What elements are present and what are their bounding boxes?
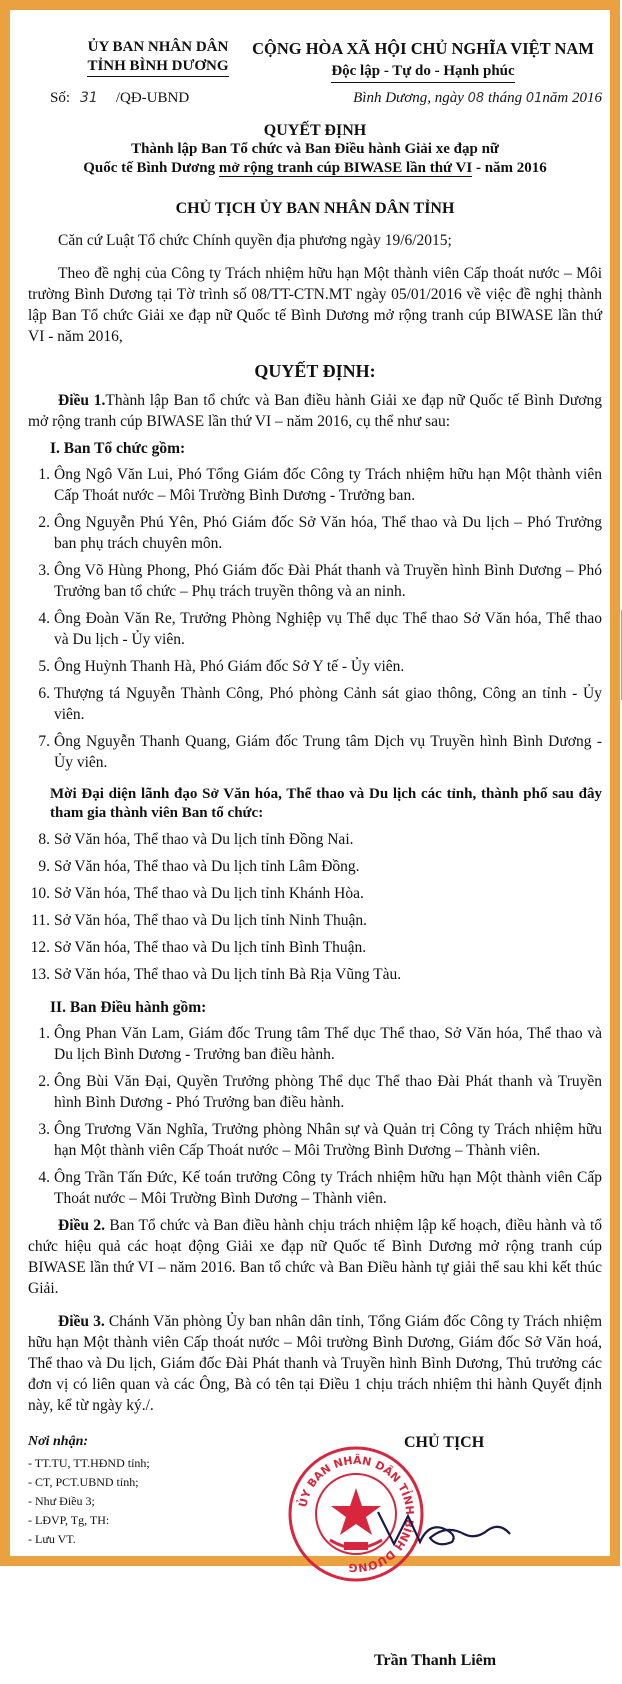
agency-line-1: ỦY BAN NHÂN DÂN — [87, 39, 229, 55]
article-3 — [28, 1311, 602, 1416]
subject-line-1: Thành lập Ban Tổ chức và Ban Điều hành Giải xe đạp nữ — [131, 141, 499, 157]
issuing-agency — [58, 38, 258, 77]
decision-document — [28, 32, 602, 1684]
list-item: 1. Ông Ngô Văn Lui, Phó Tổng Giám đốc Công ty Trách nhiệm hữu hạn Một thành viên Cấp Thoát nước – Môi Trường Bình Dương - Trưởng ban. — [38, 466, 602, 504]
seal-text: ỦY BAN NHÂN DÂN TỈNH BÌNH DƯƠNG — [296, 1453, 417, 1575]
authority: CHỦ TỊCH ỦY BAN NHÂN DÂN TỈNH — [175, 200, 455, 217]
doc-type: QUYẾT ĐỊNH — [263, 122, 367, 139]
section-1-list — [28, 464, 602, 773]
list-item: 11. Sở Văn hóa, Thể thao và Du lịch tỉnh Ninh Thuận. — [31, 912, 367, 929]
invite-text: Mời Đại diện lãnh đạo Sở Văn hóa, Thể thao và Du lịch các tỉnh, thành phố sau đây tham gia thành viên Ban tổ chức: — [50, 786, 602, 821]
preamble-proposal: Theo đề nghị của Công ty Trách nhiệm hữu hạn Một thành viên Cấp thoát nước – Môi trường Bình Dương tại Tờ trình số 08/TT-CTN.MT ngày 05/01/2016 về việc đề nghị thành lập Ban Tổ chức Giải xe đạp nữ Quốc tế Bình Dương mở rộng tranh cúp BIWASE lần thứ VI - năm 2016, — [28, 265, 602, 345]
date-year: năm 2016 — [542, 90, 602, 106]
date-month: 01 — [525, 91, 543, 106]
section-2-title: II. Ban Điều hành gồm: — [50, 999, 207, 1016]
date-prefix: Bình Dương, ngày — [353, 90, 464, 106]
list-item: 3. Ông Võ Hùng Phong, Phó Giám đốc Đài Phát thanh và Truyền hình Bình Dương – Phó Trưởng ban tổ chức – Phụ trách truyền thông và an ninh. — [38, 562, 602, 600]
motto: Độc lập - Tự do - Hạnh phúc — [331, 61, 514, 83]
recipient-item: - CT, PCT.UBND tỉnh; — [28, 1475, 139, 1489]
subject-line-2b: mở rộng tranh cúp BIWASE lần thứ VI — [218, 160, 473, 176]
list-item: 10. Sở Văn hóa, Thể thao và Du lịch tỉnh Khánh Hòa. — [30, 885, 364, 902]
signature-block — [28, 1434, 602, 1684]
list-item: 9. Sở Văn hóa, Thể thao và Du lịch tỉnh Lâm Đồng. — [38, 858, 360, 875]
list-item: 5. Ông Huỳnh Thanh Hà, Phó Giám đốc Sở Y tế - Ủy viên. — [38, 658, 405, 675]
article-2-text: Ban Tổ chức và Ban điều hành chịu trách nhiệm lập kế hoạch, điều hành và tổ chức hiệu quả các hoạt động Giải xe đạp nữ Quốc tế Bình Dương mở rộng tranh cúp BIWASE lần thứ VI – năm 2016. Ban tổ chức và Ban Điều hành tự giải thể sau khi kết thúc Giải. — [28, 1217, 603, 1297]
list-item: 13. Sở Văn hóa, Thể thao và Du lịch tỉnh Bà Rịa Vũng Tàu. — [30, 966, 402, 983]
national-title — [243, 38, 603, 83]
article-3-text: Chánh Văn phòng Ủy ban nhân dân tỉnh, Tổng Giám đốc Công ty Trách nhiệm hữu hạn Một thành viên Cấp thoát nước – Môi trường Bình Dương, Giám đốc Sở Văn hoá, Thể thao và Du lịch, Giám đốc Đài Phát thanh và Truyền hình Bình Dương, Thủ trưởng các đơn vị có liên quan và các Ông, Bà có tên tại Điều 1 chịu trách nhiệm thi hành Quyết định này, kể từ ngày ký./. — [28, 1313, 603, 1414]
invite-list — [28, 829, 602, 985]
list-item: 4. Ông Đoàn Văn Re, Trưởng Phòng Nghiệp vụ Thể dục Thể thao Sở Văn hóa, Thể thao và Du lịch - Ủy viên. — [38, 610, 602, 648]
subject-line-2a: Quốc tế Bình Dương — [83, 160, 216, 176]
article-3-label: Điều 3. — [58, 1313, 105, 1330]
list-item: 12. Sở Văn hóa, Thể thao và Du lịch tỉnh Bình Thuận. — [30, 939, 367, 956]
list-item: 2. Ông Bùi Văn Đại, Quyền Trưởng phòng Thể dục Thể thao Đài Phát thanh và Truyền hình Bình Dương - Phó Trưởng ban điều hành. — [38, 1073, 602, 1111]
document-header — [28, 32, 602, 112]
article-2-label: Điều 2. — [58, 1217, 106, 1234]
agency-line-2: TỈNH BÌNH DƯƠNG — [87, 57, 228, 77]
country-line: CỘNG HÒA XÃ HỘI CHỦ NGHĨA VIỆT NAM — [252, 39, 594, 58]
signer-name: Trần Thanh Liêm — [374, 1652, 497, 1669]
recipients-list — [28, 1454, 150, 1549]
recipient-item: - TT.TU, TT.HĐND tỉnh; — [28, 1456, 150, 1470]
subject-line-2c: - năm 2016 — [472, 160, 547, 176]
recipient-item: - Lưu VT. — [28, 1532, 76, 1546]
article-1-label: Điều 1. — [58, 392, 106, 409]
list-item: 2. Ông Nguyễn Phú Yên, Phó Giám đốc Sở Văn hóa, Thể thao và Du lịch – Phó Trưởng ban phụ trách chuyên môn. — [38, 514, 602, 552]
so-label: Số: — [50, 90, 71, 106]
signature-icon — [368, 1494, 518, 1554]
issue-date — [353, 90, 602, 107]
recipients-title: Nơi nhận: — [28, 1434, 89, 1449]
recipient-item: - Như Điều 3; — [28, 1494, 95, 1508]
list-item: 1. Ông Phan Văn Lam, Giám đốc Trung tâm Thể dục Thể thao, Sở Văn hóa, Thể thao và Du lịch Bình Dương - Trưởng ban điều hành. — [38, 1025, 602, 1063]
article-1 — [28, 390, 602, 432]
date-month-label: tháng — [487, 90, 523, 106]
list-item: 4. Ông Trần Tấn Đức, Kế toán trưởng Công ty Trách nhiệm hữu hạn Một thành viên Cấp Thoát nước – Môi Trường Bình Dương – Thành viên. — [38, 1169, 602, 1207]
preamble-basis: Căn cứ Luật Tổ chức Chính quyền địa phương ngày 19/6/2015; — [58, 232, 452, 249]
so-suffix: /QĐ-UBND — [115, 90, 190, 106]
section-2-list — [28, 1023, 602, 1209]
list-item: 3. Ông Trương Văn Nghĩa, Trưởng phòng Nhân sự và Quản trị Công ty Trách nhiệm hữu hạn Một thành viên Cấp Thoát nước – Môi Trường Bình Dương – Thành viên. — [38, 1121, 602, 1159]
chair-title: CHỦ TỊCH — [404, 1434, 485, 1451]
so-number: 31 — [80, 90, 98, 106]
list-item: 6. Thượng tá Nguyễn Thành Công, Phó phòng Cảnh sát giao thông, Công an tỉnh - Ủy viên. — [38, 685, 602, 723]
article-2 — [28, 1215, 602, 1299]
list-item: 7. Ông Nguyễn Thanh Quang, Giám đốc Trung tâm Dịch vụ Truyền hình Bình Dương - Ủy viên. — [38, 733, 602, 771]
article-1-text: Thành lập Ban tổ chức và Ban điều hành Giải xe đạp nữ Quốc tế Bình Dương mở rộng tranh cúp BIWASE lần thứ VI – năm 2016, cụ thể như sau: — [28, 392, 602, 430]
document-number — [50, 90, 189, 107]
date-day: 08 — [467, 91, 485, 106]
doc-subject — [28, 140, 602, 178]
section-1-title: I. Ban Tổ chức gồm: — [50, 440, 186, 457]
recipient-item: - LĐVP, Tg, TH: — [28, 1513, 110, 1527]
list-item: 8. Sở Văn hóa, Thể thao và Du lịch tỉnh Đồng Nai. — [38, 831, 354, 848]
decision-heading: QUYẾT ĐỊNH: — [254, 361, 376, 381]
